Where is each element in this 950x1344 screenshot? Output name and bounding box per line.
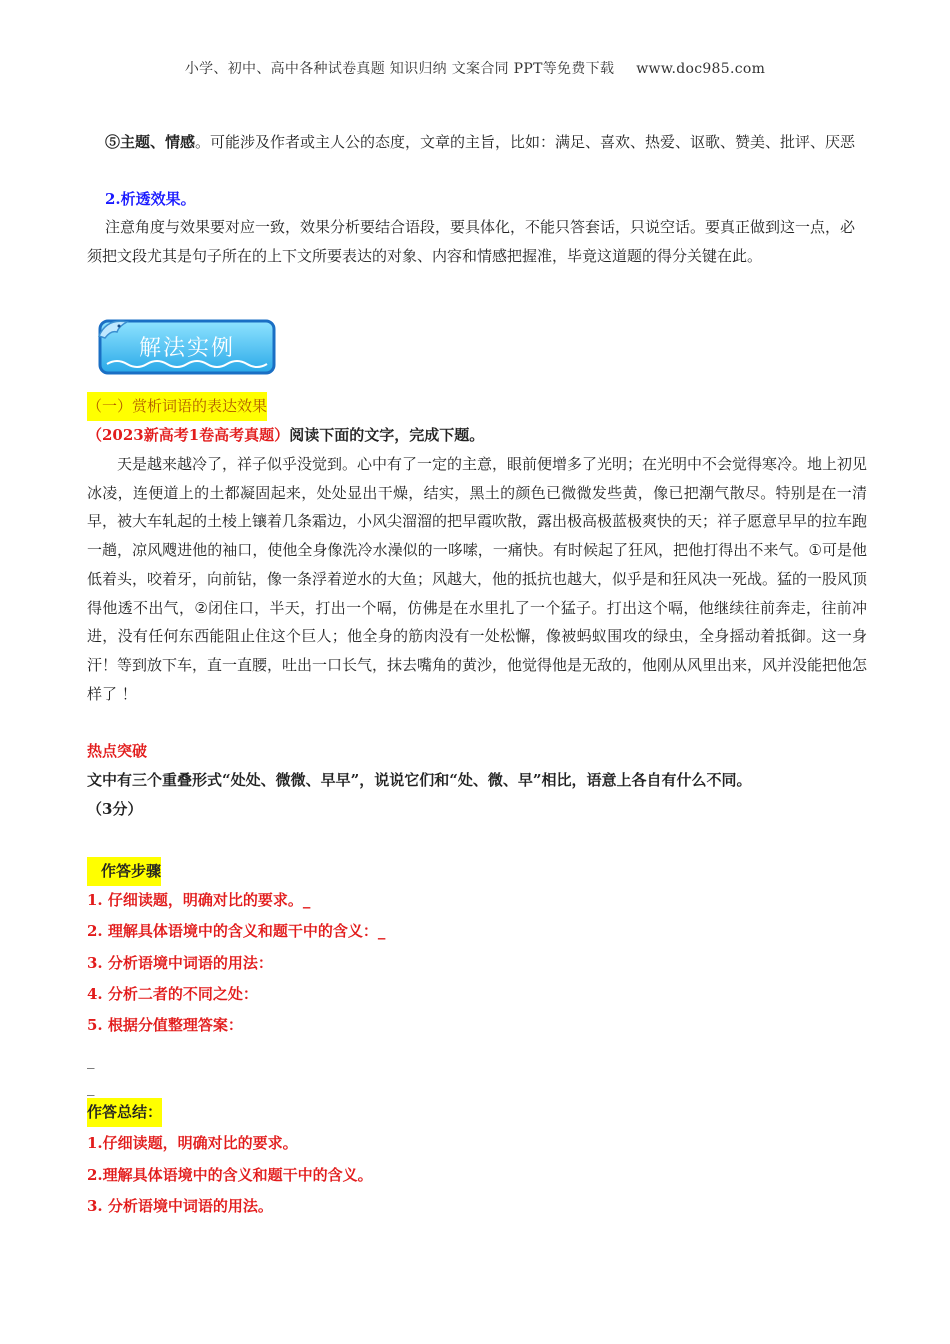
step-4: 4. 分析二者的不同之处： xyxy=(87,985,258,1003)
answer-blank-1[interactable]: _ xyxy=(87,1051,95,1069)
header-site-link[interactable]: www.doc985.com xyxy=(636,61,766,77)
example-instruction: 阅读下面的文字，完成下题。 xyxy=(289,426,485,444)
steps-title: 作答步骤 xyxy=(87,857,161,886)
banner-label: 解法实例 xyxy=(139,336,236,361)
hot-score: （3分） xyxy=(87,800,143,818)
section2-title: 2.析透效果。 xyxy=(105,190,196,208)
intro-item-5 xyxy=(87,128,867,157)
hot-question: 文中有三个重叠形式“处处、微微、早早”，说说它们和“处、微、早”相比，语意上各自有什么不同。 xyxy=(87,771,752,789)
step-3: 3. 分析语境中词语的用法： xyxy=(87,954,273,972)
example-section-title: （一）赏析词语的表达效果 xyxy=(87,392,267,421)
step-2: 2. 理解具体语境中的含义和题干中的含义：_ xyxy=(87,922,386,940)
section2-text: 注意角度与效果要对应一致，效果分析要结合语段，要具体化，不能只答套话，只说空话。要真正做到这一点，必须把文段尤其是句子所在的上下文所要表达的对象、内容和情感把握准，毕竟这道题的得分关键在此。 xyxy=(87,218,856,265)
answer-blank-2[interactable]: _ xyxy=(87,1078,95,1096)
example-source-line xyxy=(87,421,484,450)
solution-example-banner xyxy=(97,318,277,376)
step-1: 1. 仔细读题，明确对比的要求。_ xyxy=(87,891,311,909)
item5-label: ⑤主题、情感 xyxy=(105,133,196,151)
step-5: 5. 根据分值整理答案： xyxy=(87,1016,243,1034)
example-source: （2023新高考1卷高考真题） xyxy=(87,426,290,444)
summary-item-1: 1.仔细读题，明确对比的要求。 xyxy=(87,1134,298,1152)
item5-text: 。可能涉及作者或主人公的态度，文章的主旨，比如：满足、喜欢、热爱、讴歌、赞美、批评、厌恶 xyxy=(195,133,856,151)
summary-item-2: 2.理解具体语境中的含义和题干中的含义。 xyxy=(87,1166,373,1184)
summary-item-3: 3. 分析语境中词语的用法。 xyxy=(87,1197,273,1215)
summary-title: 作答总结： xyxy=(87,1098,162,1127)
hot-title: 热点突破 xyxy=(87,742,148,760)
page-header xyxy=(0,58,950,78)
story-passage: 天是越来越冷了，祥子似乎没觉到。心中有了一定的主意，眼前便增多了光明；在光明中不会觉得寒冷。地上初见冰凌，连便道上的土都凝固起来，处处显出干燥，结实，黑土的颜色已微微发些黄，像已把潮气散尽。特别是在一清早，被大车轧起的土棱上镶着几条霜边，小风尖溜溜的把早霞吹散，露出极高极蓝极爽快的天；祥子愿意早早的拉车跑一趟，凉风飕进他的袖口，使他全身像洗冷水澡似的一哆嗦，一痛快。有时候起了狂风，把他打得出不来气。①可是他低着头，咬着牙，向前钻，像一条浮着逆水的大鱼；风越大，他的抵抗也越大，似乎是和狂风决一死战。猛的一股风顶得他透不出气，②闭住口，半天，打出一个嗝，仿佛是在水里扎了一个猛子。打出这个嗝，他继续往前奔走，往前冲进，没有任何东西能阻止住这个巨人；他全身的筋肉没有一处松懈，像被蚂蚁围攻的绿虫，全身摇动着抵御。这一身汗！等到放下车，直一直腰，吐出一口长气，抹去嘴角的黄沙，他觉得他是无敌的，他刚从风里出来，风并没能把他怎样了 ！ xyxy=(87,455,868,703)
header-text: 小学、初中、高中各种试卷真题 知识归纳 文案合同 PPT等免费下载 xyxy=(184,61,615,77)
